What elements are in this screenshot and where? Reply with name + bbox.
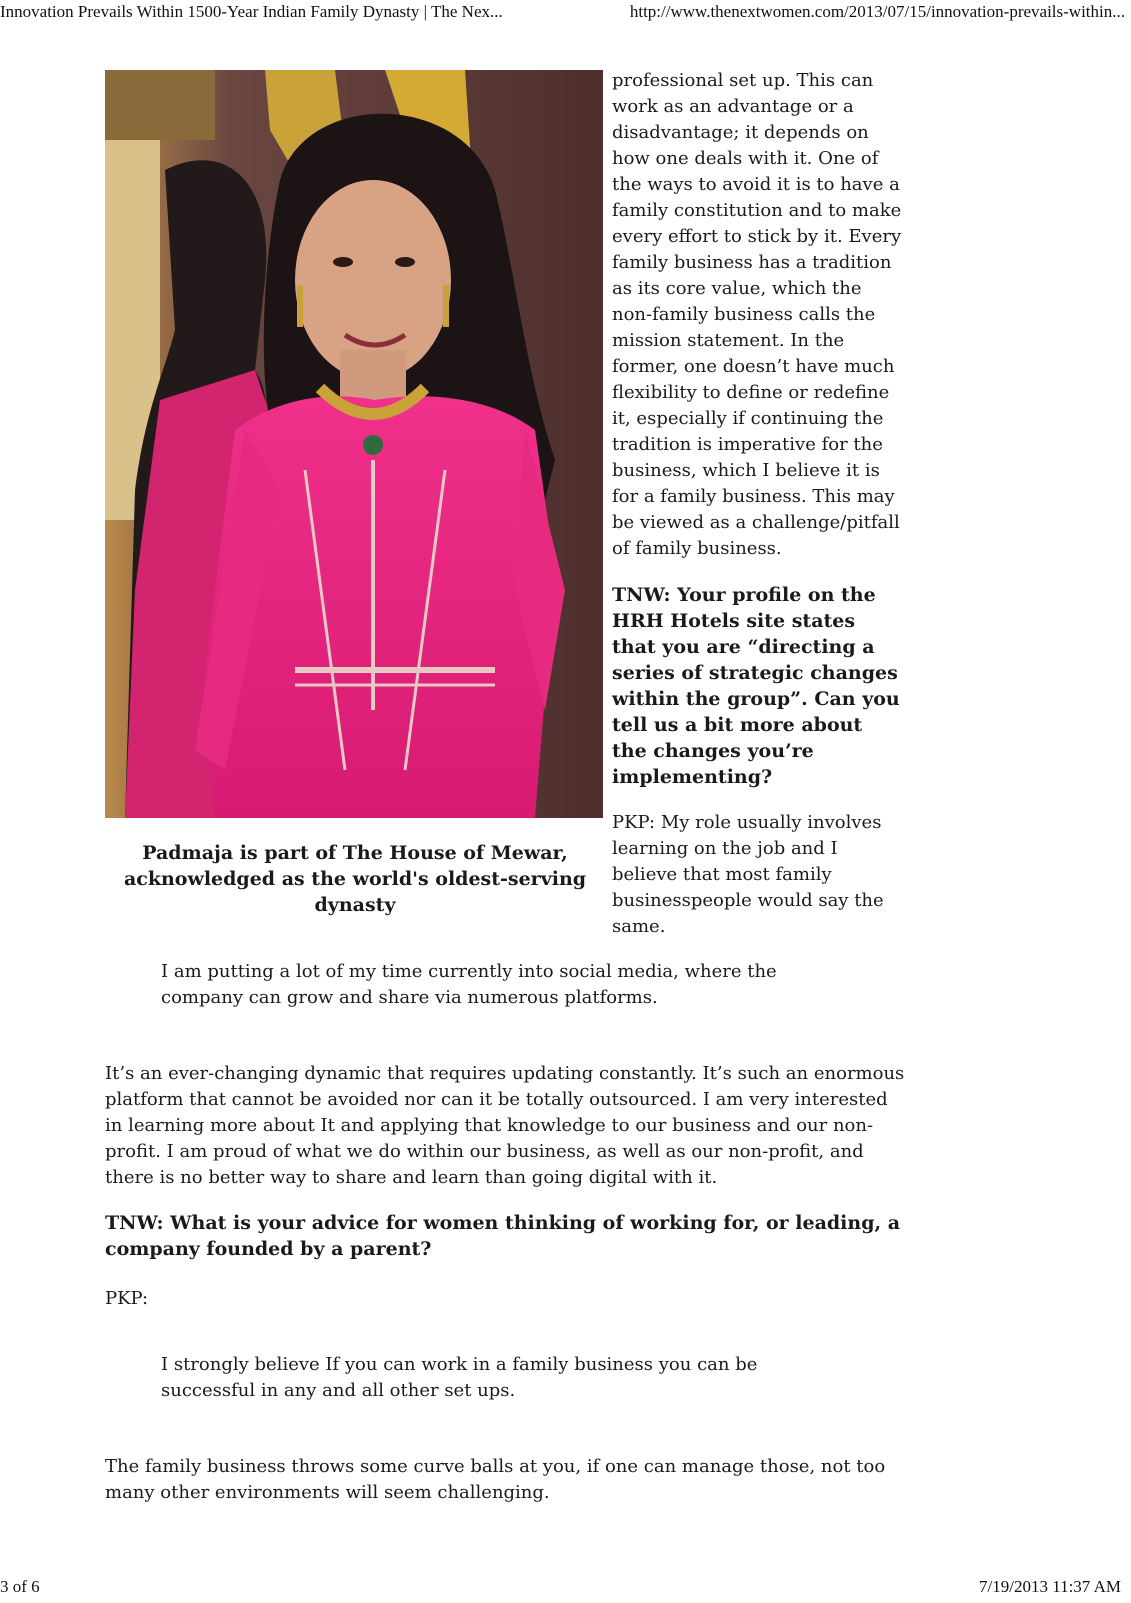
continued-paragraph: professional set up. This can work as an advantage or a disadvantage; it depends on how one deals with it. One of the ways to avoid it is to have a family constitution and to make every effort to stick by it. Every family business has a tradition as its core value, which the non-family business calls the mission statement. In the former, one doesn’t have much flexibility to define or redefine it, especially if continuing the tradition is imperative for the business, which I believe it is for a family business. This may be viewed as a challenge/pitfall of family business. bbox=[612, 70, 902, 559]
blockquote-text: I strongly believe If you can work in a family business you can be successful in any and all other set ups. bbox=[161, 1354, 758, 1401]
print-timestamp: 7/19/2013 11:37 AM bbox=[979, 1577, 1121, 1596]
paragraph-text: It’s an ever-changing dynamic that requires updating constantly. It’s such an enormous platform that cannot be avoided nor can it be totally outsourced. I am very interested in learning more about It and applying that knowledge to our business and our non-profit. I am proud of what we do within our business, as well as our non-profit, and there is no better way to share and learn than going digital with it. bbox=[105, 1063, 905, 1188]
page-title: Innovation Prevails Within 1500-Year Indian Family Dynasty | The Nex... bbox=[0, 2, 503, 21]
blockquote-text: I am putting a lot of my time currently into social media, where the company can grow and share via numerous platforms. bbox=[161, 961, 777, 1008]
print-footer bbox=[0, 1577, 1131, 1603]
body-paragraph bbox=[105, 1061, 905, 1191]
interview-question: TNW: Your profile on the HRH Hotels site states that you are “directing a series of strategic changes within the group”. Can you tell us a bit more about the changes you’re implementing? bbox=[612, 584, 900, 788]
blockquote bbox=[161, 959, 851, 1011]
speaker-text: PKP: bbox=[105, 1288, 149, 1309]
question-text: TNW: What is your advice for women thinking of working for, or leading, a company founded by a parent? bbox=[105, 1212, 901, 1260]
blockquote bbox=[161, 1352, 851, 1404]
interview-question bbox=[105, 1210, 905, 1262]
page-number: 3 of 6 bbox=[0, 1577, 40, 1596]
right-column bbox=[612, 68, 902, 940]
paragraph-text: The family business throws some curve balls at you, if one can manage those, not too many other environments will seem challenging. bbox=[105, 1456, 886, 1503]
speaker-label bbox=[105, 1286, 905, 1312]
portrait-photo bbox=[105, 70, 603, 818]
interview-answer: PKP: My role usually involves learning on the job and I believe that most family businesspeople would say the same. bbox=[612, 812, 884, 937]
print-header bbox=[0, 2, 1131, 28]
page-url[interactable]: http://www.thenextwomen.com/2013/07/15/innovation-prevails-within... bbox=[629, 2, 1125, 21]
photo-caption: Padmaja is part of The House of Mewar, acknowledged as the world's oldest-serving dynasty bbox=[123, 842, 587, 916]
portrait-illustration bbox=[105, 70, 603, 818]
body-paragraph bbox=[105, 1454, 905, 1506]
